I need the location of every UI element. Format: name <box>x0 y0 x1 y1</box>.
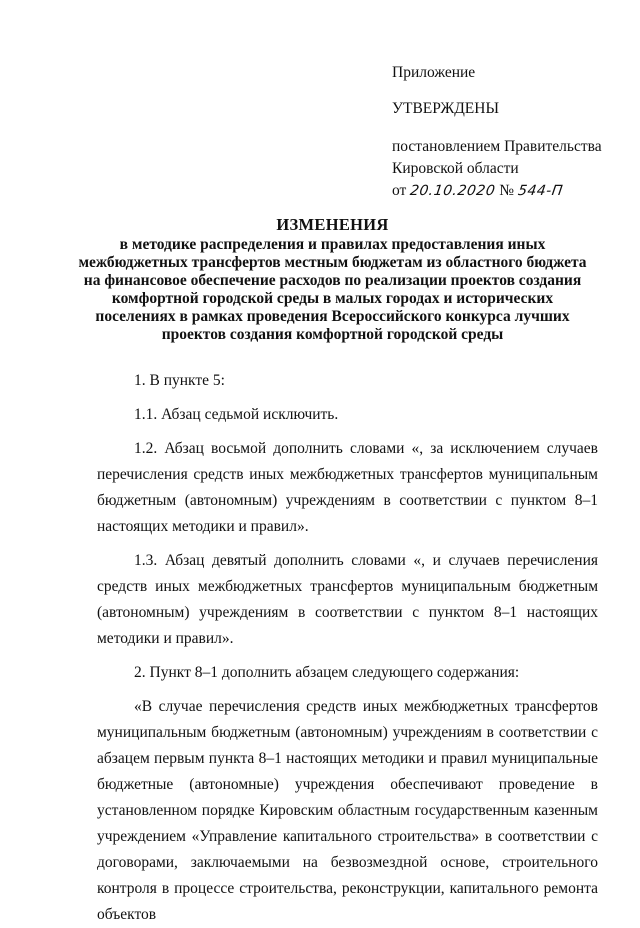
paragraph-1: 1. В пункте 5: <box>134 372 225 389</box>
paragraph-1-2: 1.2. Абзац восьмой дополнить словами «, за исключением случаев перечисления средств иных межбюджетных трансфертов муниципальным бюджетным (автономным) учреждениям в соответствии с пунктом 8–1 настоящих методики и правил». <box>97 440 598 535</box>
approval-block <box>392 62 622 202</box>
paragraph-2-quote: «В случае перечисления средств иных межбюджетных трансфертов муниципальным бюджетным (автономным) учреждениям в соответствии с абзацем первым пункта 8–1 настоящих методики и правил муниципальные бюджетные (автономные) учреждения обеспечивают проведение в установленном порядке Кировским областным государственным казенным учреждением «Управление капитального строительства» в соответствии с договорами, заключаемыми на безвозмездной основе, строительного контроля в процессе строительства, реконструкции, капитального ремонта объектов <box>97 698 598 923</box>
decree-date-line <box>392 180 622 202</box>
document-body <box>97 368 598 928</box>
paragraph-1-3: 1.3. Абзац девятый дополнить словами «, и случаев перечисления средств иных межбюджетных трансфертов муниципальным бюджетным (автономным) учреждениям в соответствии с пунктом 8–1 настоящих методики и правил». <box>97 552 598 647</box>
handwritten-date: 20.10.2020 <box>409 183 497 199</box>
decree-line-2: Кировской области <box>392 160 519 177</box>
title-line-5: поселениях в рамках проведения Всероссийского конкурса лучших <box>95 308 570 325</box>
paragraph-1-1: 1.1. Абзац седьмой исключить. <box>134 406 339 423</box>
from-prefix: от <box>392 182 407 199</box>
approved-label: УТВЕРЖДЕНЫ <box>392 100 499 117</box>
title-line-3: на финансовое обеспечение расходов по реализации проектов создания <box>83 272 582 289</box>
number-prefix: № <box>499 182 515 199</box>
title-heading: ИЗМЕНЕНИЯ <box>276 215 389 234</box>
title-line-1: в методике распределения и правилах предоставления иных <box>119 236 546 253</box>
handwritten-number: 544-П <box>516 183 564 199</box>
title-line-4: комфортной городской среды в малых городах и исторических <box>111 290 554 307</box>
paragraph-2: 2. Пункт 8–1 дополнить абзацем следующего содержания: <box>134 664 520 681</box>
title-line-6: проектов создания комфортной городской среды <box>161 326 504 343</box>
decree-line-1: постановлением Правительства <box>392 138 602 155</box>
appendix-label: Приложение <box>392 64 476 81</box>
title-line-2: межбюджетных трансфертов местным бюджетам из областного бюджета <box>78 254 587 271</box>
document-title <box>60 216 605 344</box>
